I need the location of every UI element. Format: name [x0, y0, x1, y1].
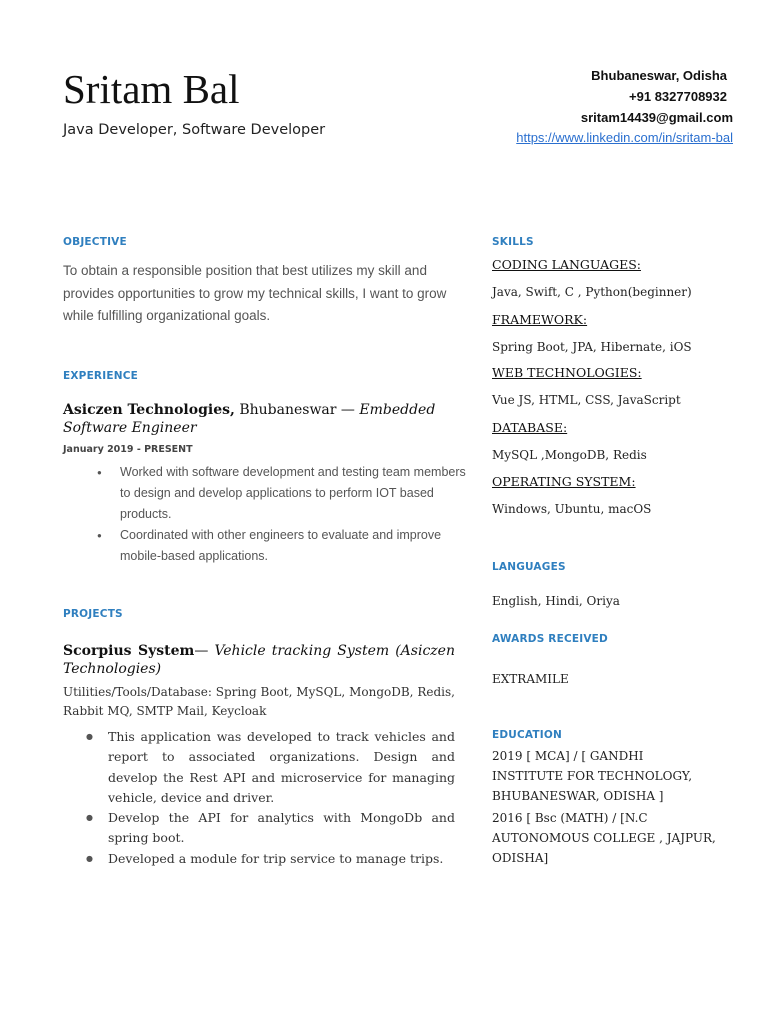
list-item: ● Coordinated with other engineers to evaluate and improve mobile-based applications. [120, 525, 470, 567]
candidate-subtitle: Java Developer, Software Developer [63, 122, 326, 138]
contact-phone: +91 8327708932 [629, 89, 727, 104]
languages-heading: LANGUAGES [492, 561, 566, 573]
list-item: ● This application was developed to track vehicles and report to associated organizations. Design and develop the Rest API and microservice for managing vehicle, device and driver. [108, 727, 455, 808]
education-entry: 2019 [ MCA] / [ GANDHI INSTITUTE FOR TECHNOLOGY, BHUBANESWAR, ODISHA ] [492, 749, 693, 803]
skill-group-value: Spring Boot, JPA, Hibernate, iOS [492, 340, 692, 354]
job-location: Bhubaneswar — [234, 402, 360, 418]
awards-heading: AWARDS RECEIVED [492, 633, 608, 645]
list-item: ● Worked with software development and testing team members to design and develop applications to perform IOT based products. [120, 462, 470, 525]
skills-heading: SKILLS [492, 236, 534, 248]
skill-group-title: DATABASE: [492, 420, 568, 435]
experience-bullets [120, 462, 470, 567]
contact-email: sritam14439@gmail.com [580, 110, 733, 125]
skill-group-value: Java, Swift, C , Python(beginner) [492, 285, 692, 299]
job-dates: January 2019 - PRESENT [63, 444, 193, 455]
job-role: Embedded Software Engineer [63, 402, 436, 436]
project-title [63, 642, 455, 678]
education-entry: 2016 [ Bsc (MATH) / [N.C AUTONOMOUS COLLEGE , JAJPUR, ODISHA] [492, 811, 716, 865]
skill-group-value: MySQL ,MongoDB, Redis [492, 448, 647, 462]
project-bullets [108, 727, 455, 869]
contact-location: Bhubaneswar, Odisha [591, 68, 727, 83]
job-title [63, 401, 463, 437]
skill-group-title: WEB TECHNOLOGIES: [492, 365, 642, 380]
skill-group-title: CODING LANGUAGES: [492, 257, 641, 272]
education-heading: EDUCATION [492, 729, 563, 741]
candidate-name: Sritam Bal [63, 66, 240, 112]
project-tools: Utilities/Tools/Database: Spring Boot, MySQL, MongoDB, Redis, Rabbit MQ, SMTP Mail, Keycloak [63, 685, 455, 718]
languages-value: English, Hindi, Oriya [492, 594, 620, 608]
skill-group-title: FRAMEWORK: [492, 312, 588, 327]
projects-heading: PROJECTS [63, 608, 123, 620]
objective-heading: OBJECTIVE [63, 236, 127, 248]
project-description: Vehicle tracking System (Asiczen Technologies) [63, 643, 455, 677]
experience-heading: EXPERIENCE [63, 370, 138, 382]
skill-group-value: Vue JS, HTML, CSS, JavaScript [492, 393, 681, 407]
project-name: Scorpius System [63, 643, 195, 659]
list-item: ● Developed a module for trip service to manage trips. [108, 849, 455, 869]
job-company: Asiczen Technologies, [63, 402, 235, 418]
awards-value: EXTRAMILE [492, 672, 569, 686]
project-separator: — [194, 643, 215, 659]
objective-text: To obtain a responsible position that best utilizes my skill and provides opportunities to grow my technical skills, I want to grow while fulfilling organizational goals. [63, 263, 447, 323]
skill-group-title: OPERATING SYSTEM: [492, 474, 636, 489]
skill-group-value: Windows, Ubuntu, macOS [492, 502, 652, 516]
list-item: ● Develop the API for analytics with MongoDb and spring boot. [108, 808, 455, 849]
linkedin-link[interactable]: https://www.linkedin.com/in/sritam-bal [516, 130, 733, 145]
